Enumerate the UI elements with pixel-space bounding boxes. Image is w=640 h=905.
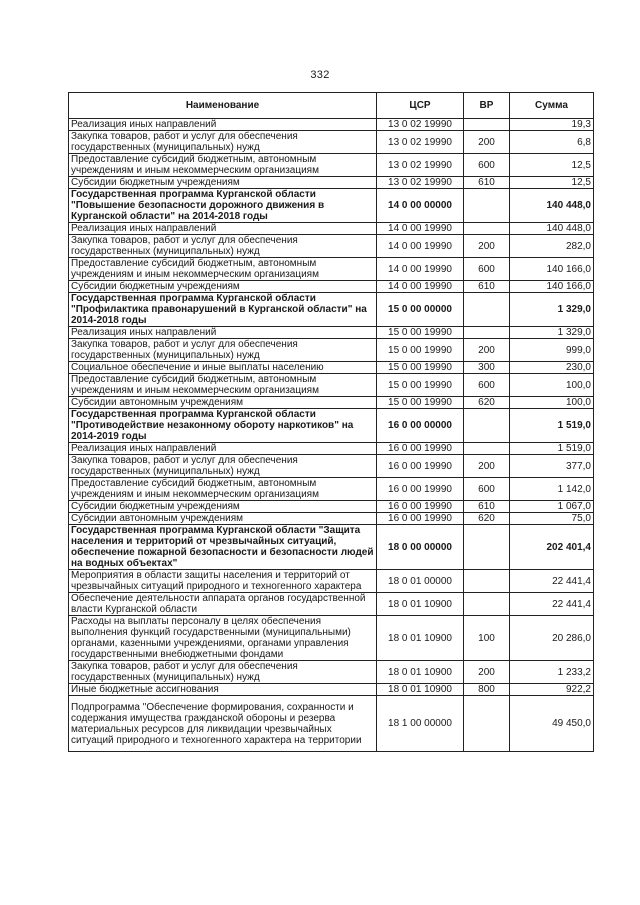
table-row <box>69 119 594 131</box>
row-vr-cell: 200 <box>464 455 510 478</box>
table-row <box>69 327 594 339</box>
row-sum-cell: 140 448,0 <box>510 223 594 235</box>
row-vr-cell: 600 <box>464 258 510 281</box>
row-name-cell: Расходы на выплаты персоналу в целях обеспечения выполнения функций государственными (муниципальными) органами, казенными учреждениями, органами управления государственными внебюджетными фондами <box>69 616 377 661</box>
row-sum-cell: 202 401,4 <box>510 525 594 570</box>
program-row <box>69 189 594 223</box>
row-csr-cell: 14 0 00 00000 <box>377 189 464 223</box>
table-header-row <box>69 93 594 119</box>
row-vr-cell <box>464 570 510 593</box>
row-name-cell: Государственная программа Курганской области "Профилактика правонарушений в Курганской области" на 2014-2018 годы <box>69 293 377 327</box>
row-vr-cell: 610 <box>464 501 510 513</box>
row-sum-cell: 1 142,0 <box>510 478 594 501</box>
row-vr-cell <box>464 409 510 443</box>
row-name-cell: Реализация иных направлений <box>69 119 377 131</box>
row-name-cell: Предоставление субсидий бюджетным, автономным учреждениям и иным некоммерческим организациям <box>69 374 377 397</box>
row-csr-cell: 18 1 00 00000 <box>377 696 464 752</box>
row-vr-cell <box>464 525 510 570</box>
row-sum-cell: 999,0 <box>510 339 594 362</box>
row-csr-cell: 14 0 00 19990 <box>377 223 464 235</box>
table-row <box>69 570 594 593</box>
table-row <box>69 661 594 684</box>
row-sum-cell: 100,0 <box>510 374 594 397</box>
row-name-cell: Обеспечение деятельности аппарата органов государственной власти Курганской области <box>69 593 377 616</box>
row-csr-cell: 18 0 01 10900 <box>377 616 464 661</box>
table-row <box>69 684 594 696</box>
row-vr-cell: 200 <box>464 339 510 362</box>
row-sum-cell: 1 519,0 <box>510 443 594 455</box>
row-csr-cell: 13 0 02 19990 <box>377 131 464 154</box>
row-name-cell: Государственная программа Курганской области "Защита населения и территорий от чрезвычайных ситуаций, обеспечение пожарной безопасности и безопасности людей на водных объектах" <box>69 525 377 570</box>
row-vr-cell: 600 <box>464 154 510 177</box>
row-sum-cell: 12,5 <box>510 154 594 177</box>
row-vr-cell <box>464 223 510 235</box>
budget-table <box>68 92 594 752</box>
table-body <box>69 119 594 752</box>
column-header-vr: ВР <box>464 93 510 119</box>
row-vr-cell <box>464 443 510 455</box>
table-row <box>69 397 594 409</box>
row-csr-cell: 16 0 00 19990 <box>377 443 464 455</box>
table-row <box>69 177 594 189</box>
row-csr-cell: 13 0 02 19990 <box>377 154 464 177</box>
column-header-name: Наименование <box>69 93 377 119</box>
table-row <box>69 478 594 501</box>
row-sum-cell: 1 067,0 <box>510 501 594 513</box>
row-name-cell: Подпрограмма "Обеспечение формирования, сохранности и содержания имущества гражданской обороны и резерва материальных ресурсов для ликвидации чрезвычайных ситуаций природного и техногенного характера на территории <box>69 696 377 752</box>
row-name-cell: Социальное обеспечение и иные выплаты населению <box>69 362 377 374</box>
row-sum-cell: 20 286,0 <box>510 616 594 661</box>
program-row <box>69 525 594 570</box>
row-vr-cell: 610 <box>464 177 510 189</box>
table-row <box>69 455 594 478</box>
row-name-cell: Реализация иных направлений <box>69 223 377 235</box>
table-row <box>69 223 594 235</box>
row-csr-cell: 15 0 00 19990 <box>377 397 464 409</box>
row-vr-cell: 200 <box>464 131 510 154</box>
row-csr-cell: 15 0 00 19990 <box>377 339 464 362</box>
row-sum-cell: 12,5 <box>510 177 594 189</box>
row-csr-cell: 15 0 00 19990 <box>377 362 464 374</box>
row-sum-cell: 100,0 <box>510 397 594 409</box>
table-row <box>69 501 594 513</box>
row-name-cell: Государственная программа Курганской области "Повышение безопасности дорожного движения в Курганской области" на 2014-2018 годы <box>69 189 377 223</box>
row-name-cell: Закупка товаров, работ и услуг для обеспечения государственных (муниципальных) нужд <box>69 131 377 154</box>
row-vr-cell: 100 <box>464 616 510 661</box>
row-name-cell: Субсидии бюджетным учреждениям <box>69 177 377 189</box>
row-csr-cell: 14 0 00 19990 <box>377 281 464 293</box>
row-name-cell: Предоставление субсидий бюджетным, автономным учреждениям и иным некоммерческим организациям <box>69 258 377 281</box>
row-vr-cell: 610 <box>464 281 510 293</box>
row-vr-cell: 620 <box>464 513 510 525</box>
row-csr-cell: 16 0 00 19990 <box>377 501 464 513</box>
row-vr-cell <box>464 119 510 131</box>
row-vr-cell <box>464 593 510 616</box>
row-vr-cell: 200 <box>464 661 510 684</box>
row-csr-cell: 16 0 00 19990 <box>377 513 464 525</box>
table-row <box>69 513 594 525</box>
table-row <box>69 281 594 293</box>
row-sum-cell: 140 166,0 <box>510 281 594 293</box>
row-csr-cell: 13 0 02 19990 <box>377 177 464 189</box>
row-name-cell: Предоставление субсидий бюджетным, автономным учреждениям и иным некоммерческим организациям <box>69 154 377 177</box>
row-sum-cell: 1 329,0 <box>510 327 594 339</box>
row-csr-cell: 14 0 00 19990 <box>377 235 464 258</box>
program-row <box>69 293 594 327</box>
row-csr-cell: 16 0 00 19990 <box>377 455 464 478</box>
row-vr-cell: 200 <box>464 235 510 258</box>
row-csr-cell: 18 0 01 10900 <box>377 593 464 616</box>
row-name-cell: Предоставление субсидий бюджетным, автономным учреждениям и иным некоммерческим организациям <box>69 478 377 501</box>
row-csr-cell: 13 0 02 19990 <box>377 119 464 131</box>
row-sum-cell: 1 329,0 <box>510 293 594 327</box>
row-vr-cell: 600 <box>464 478 510 501</box>
row-sum-cell: 1 233,2 <box>510 661 594 684</box>
row-name-cell: Субсидии бюджетным учреждениям <box>69 501 377 513</box>
table-row <box>69 339 594 362</box>
row-name-cell: Субсидии автономным учреждениям <box>69 513 377 525</box>
row-name-cell: Реализация иных направлений <box>69 327 377 339</box>
table-row <box>69 258 594 281</box>
row-name-cell: Субсидии бюджетным учреждениям <box>69 281 377 293</box>
row-csr-cell: 18 0 01 00000 <box>377 570 464 593</box>
row-name-cell: Государственная программа Курганской области "Противодействие незаконному обороту наркотиков" на 2014-2019 годы <box>69 409 377 443</box>
row-sum-cell: 282,0 <box>510 235 594 258</box>
table-row <box>69 593 594 616</box>
row-vr-cell: 600 <box>464 374 510 397</box>
row-sum-cell: 22 441,4 <box>510 593 594 616</box>
row-vr-cell <box>464 293 510 327</box>
row-sum-cell: 140 448,0 <box>510 189 594 223</box>
row-csr-cell: 16 0 00 00000 <box>377 409 464 443</box>
row-name-cell: Реализация иных направлений <box>69 443 377 455</box>
row-csr-cell: 18 0 00 00000 <box>377 525 464 570</box>
row-sum-cell: 19,3 <box>510 119 594 131</box>
table-row <box>69 696 594 752</box>
row-csr-cell: 14 0 00 19990 <box>377 258 464 281</box>
row-vr-cell: 800 <box>464 684 510 696</box>
table-row <box>69 154 594 177</box>
row-csr-cell: 18 0 01 10900 <box>377 684 464 696</box>
row-csr-cell: 15 0 00 19990 <box>377 374 464 397</box>
table-row <box>69 374 594 397</box>
row-sum-cell: 140 166,0 <box>510 258 594 281</box>
row-sum-cell: 75,0 <box>510 513 594 525</box>
table-row <box>69 131 594 154</box>
row-name-cell: Закупка товаров, работ и услуг для обеспечения государственных (муниципальных) нужд <box>69 235 377 258</box>
row-sum-cell: 377,0 <box>510 455 594 478</box>
program-row <box>69 409 594 443</box>
row-csr-cell: 16 0 00 19990 <box>377 478 464 501</box>
row-name-cell: Мероприятия в области защиты населения и территорий от чрезвычайных ситуаций природного и техногенного характера <box>69 570 377 593</box>
column-header-sum: Сумма <box>510 93 594 119</box>
row-csr-cell: 18 0 01 10900 <box>377 661 464 684</box>
row-vr-cell <box>464 327 510 339</box>
row-csr-cell: 15 0 00 19990 <box>377 327 464 339</box>
table-row <box>69 443 594 455</box>
row-sum-cell: 230,0 <box>510 362 594 374</box>
page-number: 332 <box>310 69 330 81</box>
row-name-cell: Субсидии автономным учреждениям <box>69 397 377 409</box>
row-vr-cell <box>464 696 510 752</box>
row-name-cell: Закупка товаров, работ и услуг для обеспечения государственных (муниципальных) нужд <box>69 455 377 478</box>
row-csr-cell: 15 0 00 00000 <box>377 293 464 327</box>
row-name-cell: Закупка товаров, работ и услуг для обеспечения государственных (муниципальных) нужд <box>69 339 377 362</box>
row-vr-cell: 620 <box>464 397 510 409</box>
row-name-cell: Закупка товаров, работ и услуг для обеспечения государственных (муниципальных) нужд <box>69 661 377 684</box>
row-sum-cell: 49 450,0 <box>510 696 594 752</box>
column-header-csr: ЦСР <box>377 93 464 119</box>
row-vr-cell: 300 <box>464 362 510 374</box>
row-vr-cell <box>464 189 510 223</box>
table-row <box>69 616 594 661</box>
table-row <box>69 362 594 374</box>
row-sum-cell: 6,8 <box>510 131 594 154</box>
row-sum-cell: 922,2 <box>510 684 594 696</box>
row-sum-cell: 22 441,4 <box>510 570 594 593</box>
row-sum-cell: 1 519,0 <box>510 409 594 443</box>
table-row <box>69 235 594 258</box>
row-name-cell: Иные бюджетные ассигнования <box>69 684 377 696</box>
